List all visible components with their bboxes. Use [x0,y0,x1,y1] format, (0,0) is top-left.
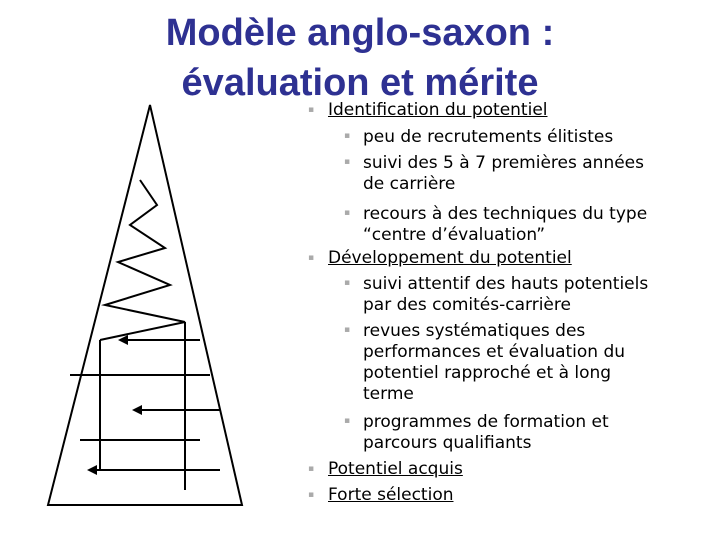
selection-pyramid-diagram [0,0,300,540]
sub-bullet-icon: ▪ [344,208,351,218]
sub-bullet-icon: ▪ [344,131,351,141]
outline-item-label: Identification du potentiel [328,100,548,120]
bullet-icon: ▪ [308,464,315,474]
sub-bullet-icon: ▪ [344,278,351,288]
outline-item-developpement [328,248,572,269]
outline-subitem: peu de recrutements élitistes [363,127,614,147]
outline-subitem: suivi des 5 à 7 premières années de carrière [363,153,644,194]
outline-item-potentiel-acquis [328,459,463,480]
sub-bullet-icon: ▪ [344,157,351,167]
outline-item-label: Forte sélection [328,485,454,505]
arrow-head-5 [87,465,97,475]
slide-title-line-2: évaluation et mérite [181,62,539,104]
outline-subitem: revues systématiques des performances et évaluation du potentiel rapproché et à long terme [363,321,626,404]
outline-item-identification [328,100,548,121]
sub-bullet-icon: ▪ [344,325,351,335]
slide-title-line-1: Modèle anglo-saxon : [165,12,555,54]
outline-item-forte-selection [328,485,454,506]
sub-bullet-icon: ▪ [344,416,351,426]
bullet-icon: ▪ [308,253,315,263]
outline-subitem: recours à des techniques du type “centre d’évaluation” [363,204,648,245]
outline-item-label: Développement du potentiel [328,248,572,268]
pyramid-outline [48,105,242,505]
bullet-icon: ▪ [308,105,315,115]
outline-subitem: suivi attentif des hauts potentiels par des comités-carrière [363,274,649,315]
arrow-head-3 [132,405,142,415]
outline-item-label: Potentiel acquis [328,459,463,479]
bullet-icon: ▪ [308,490,315,500]
outline-subitem: programmes de formation et parcours qualifiants [363,412,609,453]
